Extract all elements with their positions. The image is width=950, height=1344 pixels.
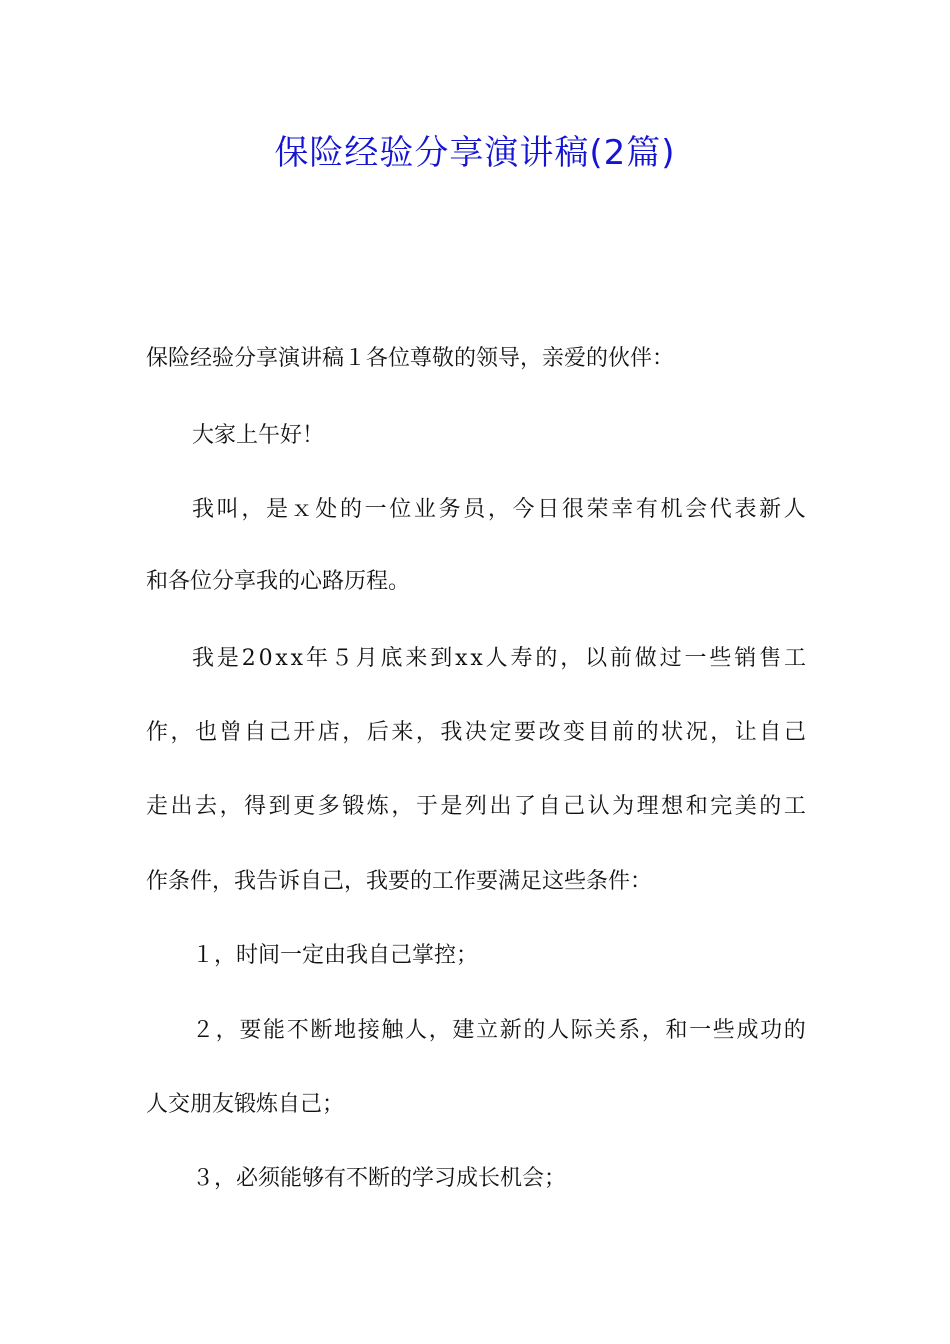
paragraph-line: 人交朋友锻炼自己；: [146, 1092, 345, 1117]
paragraph-line: 和各位分享我的心路历程。: [146, 569, 411, 594]
paragraph-line: 保险经验分享演讲稿１各位尊敬的领导，亲爱的伙伴：: [146, 346, 675, 371]
paragraph-line: 我 是 2 0 x x 年 ５ 月 底 来 到 x x 人 寿 的 ， 以 前 做 过 一 些 销 售 工: [192, 646, 806, 671]
paragraph-line: 作 ， 也 曾 自 己 开 店 ， 后 来 ， 我 决 定 要 改 变 目 前 的 状 况 ， 让 自 己: [146, 720, 806, 745]
paragraph-line: 作条件，我告诉自己，我要的工作要满足这些条件：: [146, 869, 653, 894]
paragraph-line: 我 叫 ， 是 ｘ 处 的 一 位 业 务 员 ， 今 日 很 荣 幸 有 机 会 代 表 新 人: [192, 497, 806, 522]
list-item: １，时间一定由我自己掌控；: [192, 943, 479, 968]
paragraph-line: 大家上午好！: [192, 423, 325, 448]
document-title: 保险经验分享演讲稿(2篇): [274, 133, 676, 173]
paragraph-line: 走 出 去 ， 得 到 更 多 锻 炼 ， 于 是 列 出 了 自 己 认 为 理 想 和 完 美 的 工: [146, 794, 806, 819]
list-item: ２ ， 要 能 不 断 地 接 触 人 ， 建 立 新 的 人 际 关 系 ， 和 一 些 成 功 的: [192, 1018, 806, 1043]
list-item: ３，必须能够有不断的学习成长机会；: [192, 1166, 567, 1191]
